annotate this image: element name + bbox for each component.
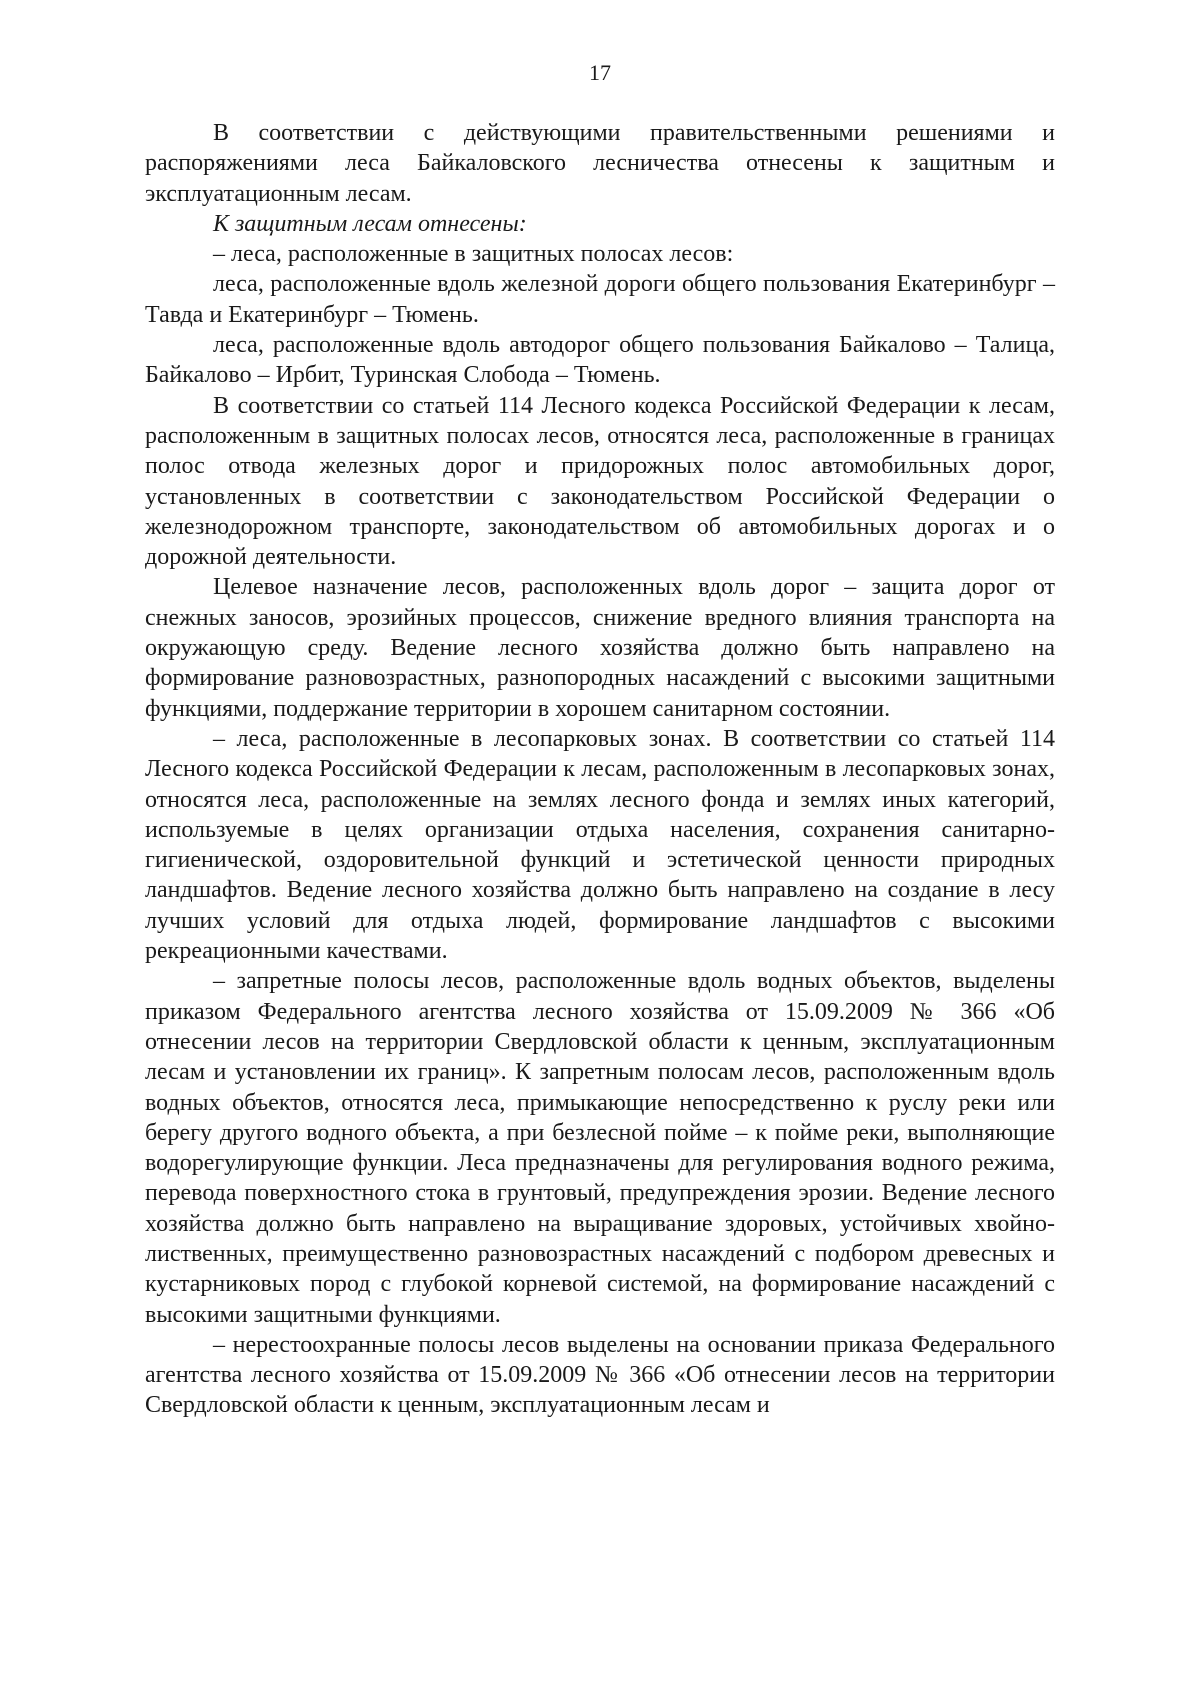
paragraph-intro: В соответствии с действующими правительственными решениями и распоряжениями леса Байкаловского лесничества отнесены к защитным и эксплуатационным лесам. — [145, 120, 1055, 207]
document-body — [145, 118, 1055, 1421]
paragraph-forest-park-zones: – леса, расположенные в лесопарковых зонах. В соответствии со статьей 114 Лесного кодекса Российской Федерации к лесам, расположенным в лесопарковых зонах, относятся леса, расположенные на землях лесного фонда и землях иных категорий, используемые в целях организации отдыха населения, сохранения санитарно-гигиенической, оздоровительной функций и эстетической ценности природных ландшафтов. Ведение лесного хозяйства должно быть направлено на создание в лесу лучших условий для отдыха людей, формирование ландшафтов с высокими рекреационными качествами. — [145, 725, 1055, 965]
paragraph-spawning-protection-strips: – нерестоохранные полосы лесов выделены на основании приказа Федерального агентства лесного хозяйства от 15.09.2009 № 366 «Об отнесении лесов на территории Свердловской области к ценным, эксплуатационным лесам и — [145, 1331, 1055, 1419]
paragraph-road-forests: леса, расположенные вдоль автодорог общего пользования Байкалово – Талица, Байкалово – Ирбит, Туринская Слобода – Тюмень. — [145, 332, 1055, 389]
page-number: 17 — [589, 60, 611, 85]
paragraph-water-protection-strips: – запретные полосы лесов, расположенные вдоль водных объектов, выделены приказом Федерального агентства лесного хозяйства от 15.09.2009 № 366 «Об отнесении лесов на территории Свердловской области к ценным, эксплуатационным лесам и установлении их границ». К запретным полосам лесов, расположенным вдоль водных объектов, относятся леса, примыкающие непосредственно к руслу реки или берегу другого водного объекта, а при безлесной пойме – к пойме реки, выполняющие водорегулирующие функции. Леса предназначены для регулирования водного режима, перевода поверхностного стока в грунтовый, предупреждения эрозии. Ведение лесного хозяйства должно быть направлено на выращивание здоровых, устойчивых хвойно-лиственных, преимущественно разновозрастных насаждений с подбором древесных и кустарниковых пород с глубокой корневой системой, на формирование насаждений с высокими защитными функциями. — [145, 968, 1055, 1328]
paragraph-protective-heading: К защитным лесам отнесены: — [213, 210, 527, 237]
paragraph-protective-strips: – леса, расположенные в защитных полосах лесов: — [213, 241, 734, 268]
paragraph-railway-forests: леса, расположенные вдоль железной дороги общего пользования Екатеринбург – Тавда и Екатеринбург – Тюмень. — [145, 271, 1055, 328]
paragraph-road-purpose: Целевое назначение лесов, расположенных вдоль дорог – защита дорог от снежных заносов, эрозийных процессов, снижение вредного влияния транспорта на окружающую среду. Ведение лесного хозяйства должно быть направлено на формирование разновозрастных, разнопородных насаждений с высокими защитными функциями, поддержание территории в хорошем санитарном состоянии. — [145, 574, 1055, 722]
paragraph-article-114: В соответствии со статьей 114 Лесного кодекса Российской Федерации к лесам, расположенным в защитных полосах лесов, относятся леса, расположенные в границах полос отвода железных дорог и придорожных полос автомобильных дорог, установленных в соответствии с законодательством Российской Федерации о железнодорожном транспорте, законодательством об автомобильных дорогах и о дорожной деятельности. — [145, 392, 1055, 571]
